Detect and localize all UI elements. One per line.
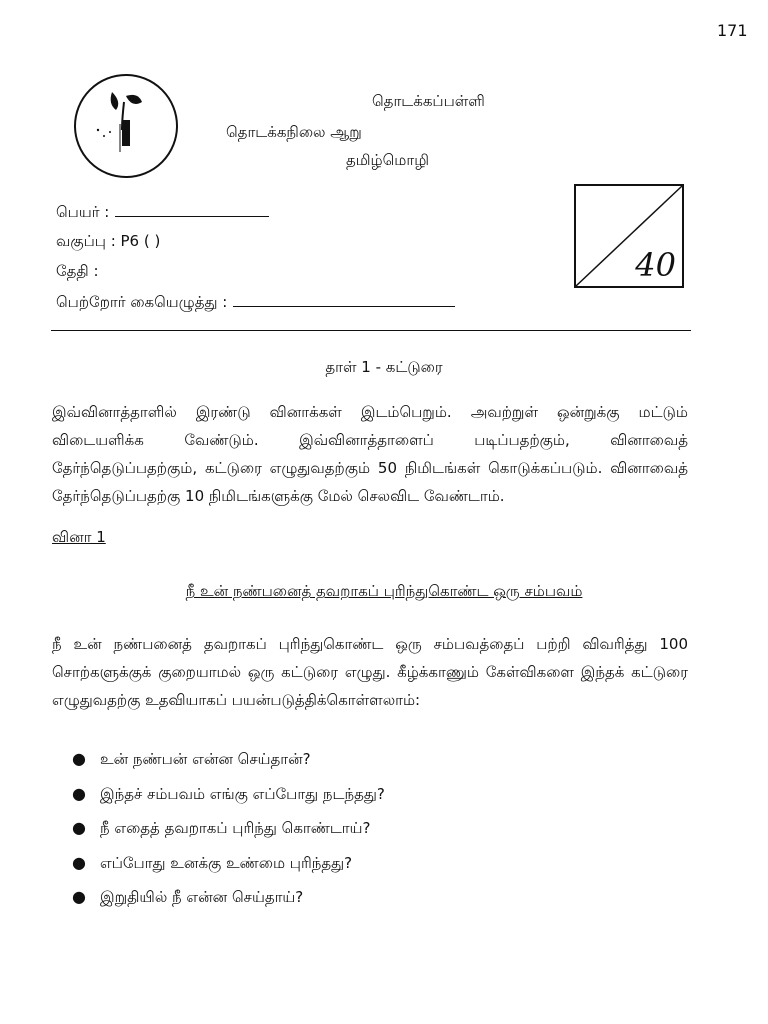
date-field [56, 262, 99, 282]
list-item [72, 854, 385, 889]
question-body: நீ உன் நண்பனைத் தவறாகப் புரிந்துகொண்ட ஒரு சம்பவத்தைப் பற்றி விவரித்து 100 சொற்களுக்குக் குறையாமல் ஒரு கட்டுரை எழுது. கீழ்க்காணும் கேள்விகளை இந்தக் கட்டுரை எழுதுவதற்கு உதவியாகப் பயன்படுத்திக்கொள்ளலாம்: [52, 635, 688, 709]
parent-signature-label: பெற்றோர் கையெழுத்து : [56, 293, 228, 311]
guide-question: நீ எதைத் தவறாகப் புரிந்து கொண்டாய்? [100, 819, 371, 837]
bullet-icon: ● [72, 887, 86, 906]
bullet-icon: ● [72, 783, 86, 803]
subject: தமிழ்மொழி [346, 151, 429, 169]
guide-questions-list [72, 750, 385, 923]
score-box [574, 184, 684, 288]
instructions: இவ்வினாத்தாளில் இரண்டு வினாக்கள் இடம்பெறும். அவற்றுள் ஒன்றுக்கு மட்டும் விடையளிக்க வேண்டும். இவ்வினாத்தாளைப் படிப்பதற்கும், வினாவைத் தேர்ந்தெடுப்பதற்கும், கட்டுரை எழுதுவதற்கும் 50 நிமிடங்கள் கொடுக்கப்படும். வினாவைத் தேர்ந்தெடுப்பதற்கு 10 நிமிடங்களுக்கு மேல் செலவிட வேண்டாம். [52, 403, 688, 505]
list-item [72, 888, 385, 923]
list-item [72, 750, 385, 785]
guide-question: இந்தச் சம்பவம் எங்கு எப்போது நடந்தது? [100, 784, 385, 803]
guide-question: உன் நண்பன் என்ன செய்தான்? [100, 750, 311, 768]
bullet-icon: ● [72, 749, 86, 768]
school-logo [72, 72, 180, 180]
page-number: 171 [717, 21, 748, 40]
score-total: 40 [635, 246, 676, 284]
parent-signature-blank[interactable] [233, 292, 455, 307]
name-blank[interactable] [115, 202, 269, 217]
header-divider [51, 330, 691, 331]
name-field[interactable] [56, 202, 269, 223]
guide-question: எப்போது உனக்கு உண்மை புரிந்தது? [100, 853, 353, 872]
list-item [72, 819, 385, 854]
school-level: தொடக்கப்பள்ளி [372, 92, 485, 110]
guide-question: இறுதியில் நீ என்ன செய்தாய்? [100, 888, 304, 906]
paper-title: தாள் 1 - கட்டுரை [325, 358, 443, 376]
class-field [56, 232, 160, 252]
class-label: வகுப்பு : P6 ( ) [56, 232, 161, 250]
list-item [72, 785, 385, 820]
grade-level: தொடக்கநிலை ஆறு [226, 123, 362, 141]
name-label: பெயர் : [56, 203, 110, 221]
question-title: நீ உன் நண்பனைத் தவறாகப் புரிந்துகொண்ட ஒரு சம்பவம் [185, 582, 583, 600]
question-label: வினா 1 [52, 528, 106, 546]
bullet-icon: ● [72, 818, 86, 837]
date-label: தேதி : [56, 262, 99, 280]
bullet-icon: ● [72, 852, 86, 872]
parent-signature-field[interactable] [56, 292, 455, 313]
